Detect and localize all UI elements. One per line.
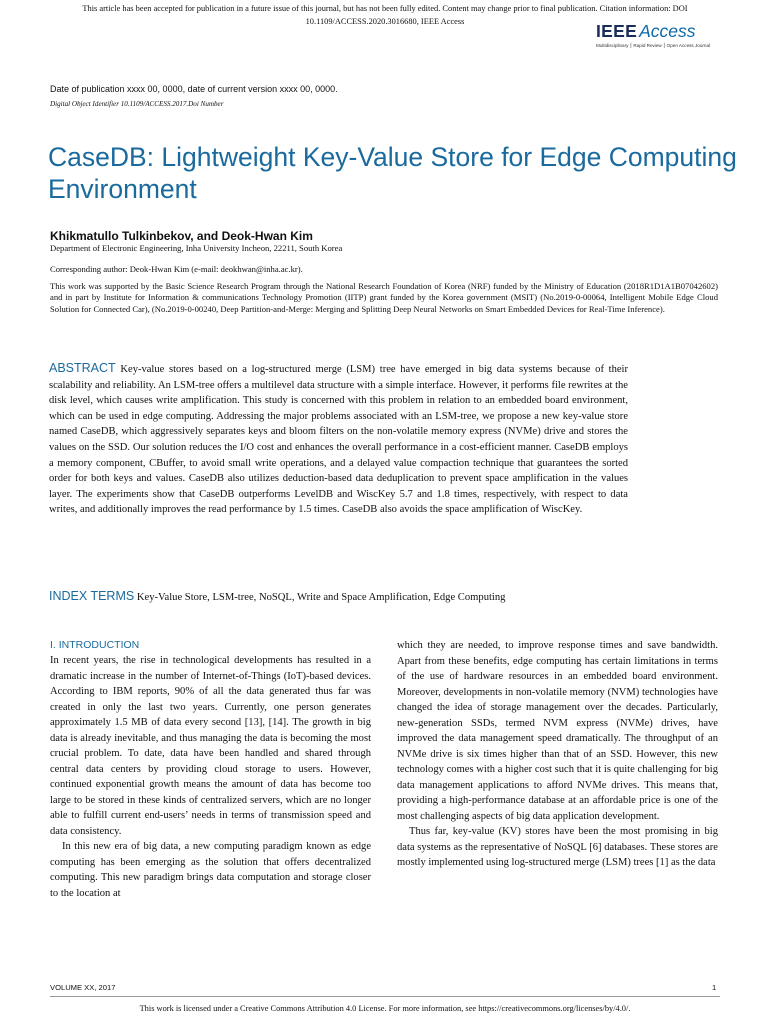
ieee-access-logo (596, 20, 736, 49)
intro-paragraph-1: In recent years, the rise in technological developments has resulted in a dramatic increase in the number of Internet-of-Things (IoT)-based devices. According to IBM reports, 90% of all the data generated thus far was created in only the last two years. Currently, one person generates approximately 1.5 MB of data every second [13], [14]. The growth in big data is already inevitable, and thus managing the data is becoming the most crucial problem. To date, data have been handled and shared through central data centers by providing cloud storage to users. However, continued exponential growth means the amount of data has become too large to be stored in these kinds of centralized servers, which are no longer able to fulfill current end-users’ needs in terms of transmission speed and data consistency. (50, 655, 371, 837)
left-column (50, 638, 371, 901)
funding-note: This work was supported by the Basic Science Research Program through the National Research Foundation of Korea (NRF) funded by the Ministry of Education (2018R1D1A1B07042602) and in part by Institute for Information & communications Technology Promotion (IITP) grant funded by the Korea government (MSIT) (No.2019-0-00064, Intelligent Mobile Edge Cloud Solution for Connected Car), (No.2019-0-00240, Deep Partition-and-Merge: Merging and Splitting Deep Neural Networks on Smart Embedded Devices for Real-Time Inference). (50, 281, 718, 314)
ieee-tagline: Multidisciplinary ⎮ Rapid Review ⎮ Open Access Journal (596, 43, 711, 48)
right-column (397, 638, 718, 871)
paper-title: CaseDB: Lightweight Key-Value Store for Edge Computing Environment (48, 142, 737, 204)
doi-line: Digital Object Identifier 10.1109/ACCESS.2017.Doi Number (50, 100, 224, 108)
footer-volume: VOLUME XX, 2017 (50, 983, 116, 992)
ieee-wordmark (596, 20, 736, 42)
introduction-heading: I. INTRODUCTION (50, 639, 140, 651)
index-terms (49, 588, 649, 606)
abstract (49, 361, 628, 518)
abstract-text: Key-value stores based on a log-structured merge (LSM) tree have emerged in big data systems because of their scalability and reliability. An LSM-tree offers a multilevel data structure with a simple interface. However, it performs file rewrites at the disk level, which causes write amplification. This study is concerned with this problem in relation to an embedded board environment, which can be used in edge computing. Addressing the major problems associated with an LSM-tree, we propose a new key-value store named CaseDB, which aggressively separates keys and bloom filters on the non-volatile memory express (NVMe) drive and stores the values on the SSD. Our solution reduces the I/O cost and enhances the overall performance in a cost-efficient manner. CaseDB employs a memory component, CBuffer, to avoid small write operations, and a delayed value compaction technique that guarantees the sorted order for both keys and values. CaseDB also utilizes deduction-based data deduplication to prevent space amplification in the values layer. The experiments show that CaseDB outperforms LevelDB and WiscKey 5.7 and 1.8 times, respectively, with respect to data writes, and additionally improves the read performance by 1.5 times. CaseDB also avoids the space amplification of WiscKey. (49, 364, 628, 516)
affiliation: Department of Electronic Engineering, Inha University Incheon, 22211, South Korea (50, 243, 343, 253)
ieee-text: IEEE (596, 21, 638, 41)
intro-paragraph-2: In this new era of big data, a new computing paradigm known as edge computing has been emerging as the solution that offers decentralized computing. This new paradigm brings data computation and storage closer to the location at (50, 841, 371, 899)
abstract-heading: ABSTRACT (49, 361, 116, 375)
intro-paragraph-3: which they are needed, to improve response times and save bandwidth. Apart from these benefits, edge computing has certain limitations in terms of the use of hardware resources in an embedded board environment. Moreover, developments in non-volatile memory (NVM) technologies have changed the idea of storage management over the decades. Particularly, new-generation SSDs, termed NVM express (NVMe) drives, have improved the data management speed dramatically. The throughput of an NVMe drive is six times higher than that of an SSD. However, this new technology comes with a higher cost such that it is quite challenging for big data management applications to afford NVMe drives. This means that, providing a high-performance database at an affordable price is one of the most challenging aspects of big data application development. (397, 640, 718, 822)
footer-divider (50, 996, 720, 997)
author-list: Khikmatullo Tulkinbekov, and Deok-Hwan Kim (50, 229, 313, 243)
page-number: 1 (712, 983, 717, 992)
corresponding-author: Corresponding author: Deok-Hwan Kim (e-mail: deokhwan@inha.ac.kr). (50, 264, 303, 274)
access-text: Access (639, 21, 696, 41)
index-terms-text: Key-Value Store, LSM-tree, NoSQL, Write and Space Amplification, Edge Computing (136, 592, 506, 603)
index-terms-heading: INDEX TERMS (49, 589, 135, 603)
journal-notice: This article has been accepted for publication in a future issue of this journal, but has not been fully edited. Content may change prior to final publication. Citation information: DOI 10.1109/ACCESS.2020.3016680, IEEE Access (82, 4, 688, 26)
publication-date: Date of publication xxxx 00, 0000, date of current version xxxx 00, 0000. (50, 84, 338, 94)
intro-paragraph-4: Thus far, key-value (KV) stores have been the most promising in big data systems as the representative of NoSQL [6] databases. These stores are mostly implemented using log-structured merge (LSM) trees [1] as the data (397, 826, 718, 868)
license-notice: This work is licensed under a Creative Commons Attribution 4.0 License. For more information, see https://creativecommons.org/licenses/by/4.0/. (139, 1004, 631, 1013)
